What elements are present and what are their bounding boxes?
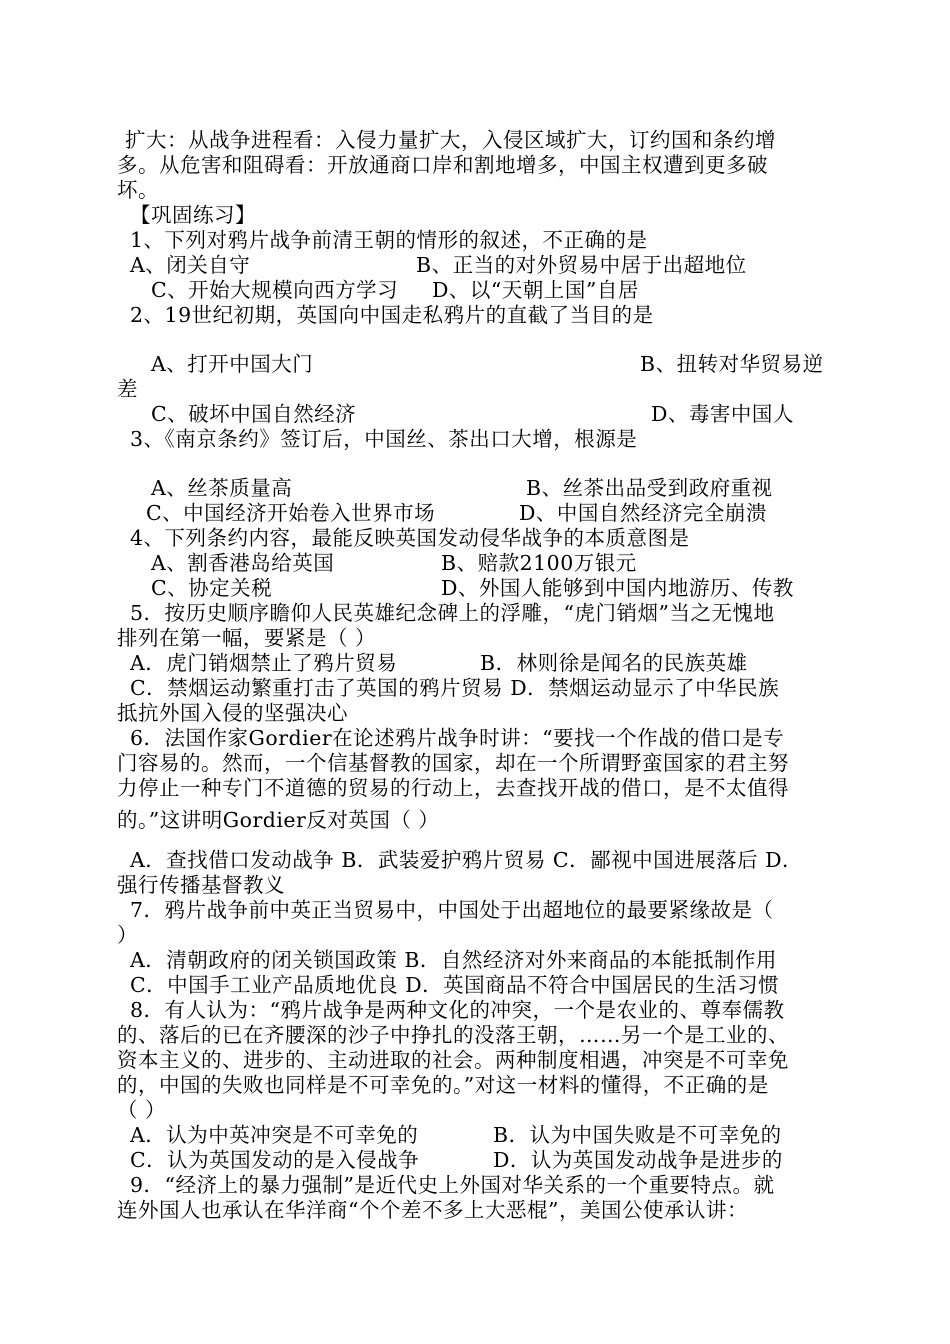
section-title: 【巩固练习】: [130, 203, 256, 227]
q7-options-cd: C．中国手工业产品质地优良 D．英国商品不符合中国居民的生活习惯: [130, 973, 780, 997]
q5-option-b: B．林则徐是闻名的民族英雄: [480, 651, 748, 675]
q3-option-c: C、中国经济开始卷入世界市场: [146, 501, 436, 525]
q6-stem-line-4: 的。”这讲明Gordier反对英国（ ）: [117, 808, 440, 832]
q9-stem-line-1: 9．“经济上的暴力强制”是近代史上外国对华关系的一个重要特点。就: [130, 1173, 775, 1197]
intro-line-2: 多。从危害和阻碍看：开放通商口岸和割地增多，中国主权遭到更多破: [117, 153, 768, 177]
q7-stem-line-2: ）: [117, 923, 138, 947]
q4-option-b: B、赔款2100万银元: [441, 551, 637, 575]
q2-option-b: B、扭转对华贸易逆: [640, 352, 824, 376]
q2-stem: 2、19世纪初期，英国向中国走私鸦片的直截了当目的是: [130, 303, 654, 327]
intro-line-3: 坏。: [117, 178, 159, 202]
q3-stem: 3、《南京条约》签订后，中国丝、茶出口大增，根源是: [130, 427, 638, 451]
q4-option-a: A、割香港岛给英国: [151, 551, 335, 575]
q4-stem: 4、下列条约内容，最能反映英国发动侵华战争的本质意图是: [130, 526, 690, 550]
q5-option-a: A．虎门销烟禁止了鸦片贸易: [130, 651, 398, 675]
q4-option-d: D、外国人能够到中国内地游历、传教: [441, 576, 794, 600]
q4-option-c: C、协定关税: [151, 576, 273, 600]
q3-option-a: A、丝茶质量高: [151, 476, 293, 500]
q6-stem-line-1: 6．法国作家Gordier在论述鸦片战争时讲：“要找一个作战的借口是专: [130, 726, 785, 750]
q8-stem-line-1: 8．有人认为：“鸦片战争是两种文化的冲突，一个是农业的、尊奉儒教: [130, 998, 785, 1022]
q8-stem-line-2: 的、落后的已在齐腰深的沙子中挣扎的没落王朝，……另一个是工业的、: [117, 1023, 789, 1047]
q2-option-c: C、破坏中国自然经济: [151, 402, 357, 426]
q1-option-a: A、闭关自守: [130, 253, 251, 277]
q6-options: A．查找借口发动战争 B．武装爱护鸦片贸易 C．鄙视中国进展落后 D．: [130, 848, 804, 872]
q6-stem-line-2: 门容易的。然而，一个信基督教的国家，却在一个所谓野蛮国家的君主努: [117, 751, 789, 775]
q5-options-cd: C．禁烟运动繁重打击了英国的鸦片贸易 D．禁烟运动显示了中华民族: [130, 676, 780, 700]
q2-option-b-continued: 差: [117, 377, 138, 401]
q7-stem-line-1: 7．鸦片战争前中英正当贸易中，中国处于出超地位的最要紧缘故是（: [130, 898, 774, 922]
q5-stem-line-1: 5．按历史顺序瞻仰人民英雄纪念碑上的浮雕，“虎门销烟”当之无愧地: [130, 601, 775, 625]
q2-option-a: A、打开中国大门: [151, 352, 314, 376]
q3-option-b: B、丝茶出品受到政府重视: [526, 476, 773, 500]
q1-option-c: C、开始大规模向西方学习: [151, 278, 399, 302]
q5-stem-line-2: 排列在第一幅，要紧是（ ）: [117, 626, 377, 650]
q5-option-d-continued: 抵抗外国入侵的坚强决心: [117, 701, 348, 725]
q8-option-b: B．认为中国失败是不可幸免的: [493, 1123, 782, 1147]
q8-option-a: A．认为中英冲突是不可幸免的: [130, 1123, 419, 1147]
intro-line-1: 扩大：从战争进程看：入侵力量扩大，入侵区域扩大，订约国和条约增: [125, 128, 776, 152]
q8-option-c: C．认为英国发动的是入侵战争: [130, 1148, 420, 1172]
q6-options-continued: 强行传播基督教义: [117, 873, 285, 897]
q1-stem: 1、下列对鸦片战争前清王朝的情形的叙述，不正确的是: [130, 228, 648, 252]
q7-options-ab: A．清朝政府的闭关锁国政策 B．自然经济对外来商品的本能抵制作用: [130, 948, 777, 972]
q2-option-d: D、毒害中国人: [651, 402, 794, 426]
q6-stem-line-3: 力停止一种专门不道德的贸易的行动上，去查找开战的借口，是不太值得: [117, 776, 789, 800]
q1-option-d: D、以“天朝上国”自居: [432, 278, 639, 302]
q8-option-d: D．认为英国发动战争是进步的: [493, 1148, 783, 1172]
q1-option-b: B、正当的对外贸易中居于出超地位: [416, 253, 747, 277]
q8-stem-line-3: 资本主义的、进步的、主动进取的社会。两种制度相遇，冲突是不可幸免: [117, 1048, 789, 1072]
q9-stem-line-2: 连外国人也承认在华洋商“个个差不多上大恶棍”，美国公使承认讲：: [117, 1198, 748, 1222]
q8-stem-line-5: （ ）: [117, 1098, 167, 1122]
q8-stem-line-4: 的，中国的失败也同样是不可幸免的。”对这一材料的懂得，不正确的是: [117, 1073, 769, 1097]
q3-option-d: D、中国自然经济完全崩溃: [519, 501, 767, 525]
